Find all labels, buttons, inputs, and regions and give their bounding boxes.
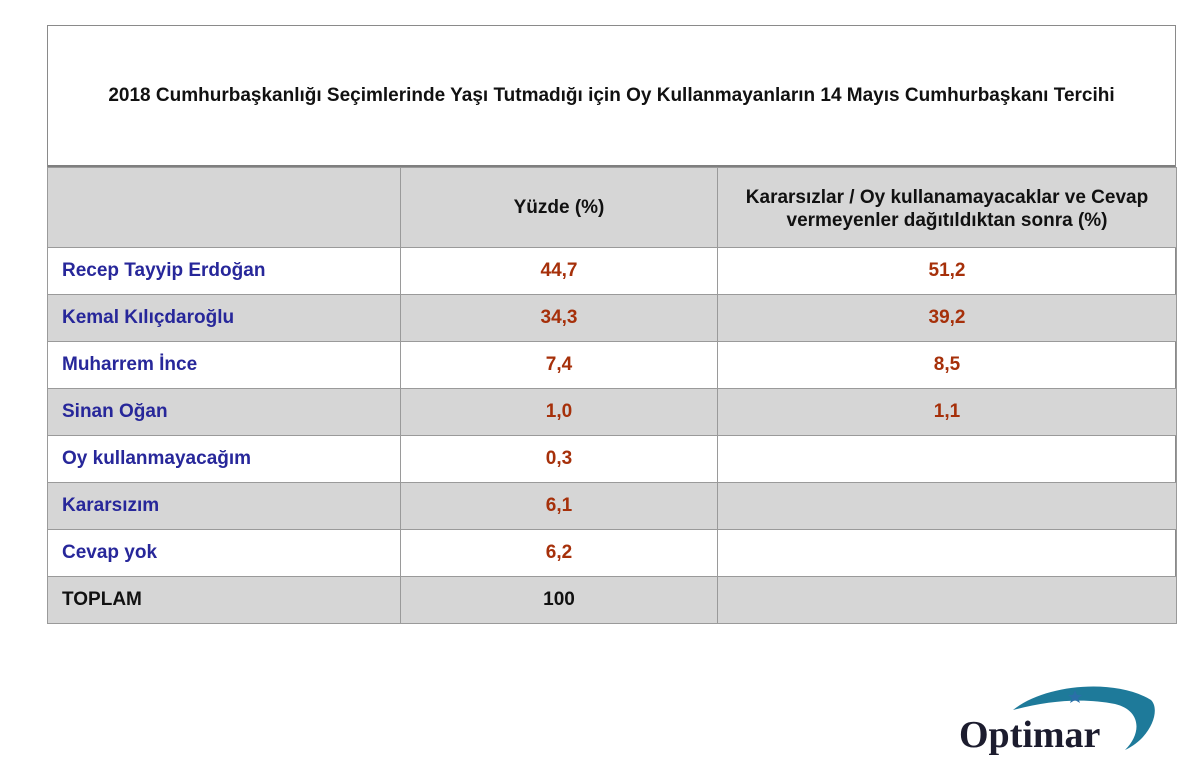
percent-value: 0,3 [401, 436, 718, 483]
header-percent: Yüzde (%) [401, 168, 718, 248]
candidate-name: Cevap yok [48, 530, 401, 577]
table-row [48, 483, 1177, 530]
table-row [48, 342, 1177, 389]
distributed-value [718, 436, 1177, 483]
results-table-frame [47, 25, 1176, 624]
percent-value: 6,1 [401, 483, 718, 530]
table-row [48, 248, 1177, 295]
header-candidate [48, 168, 401, 248]
candidate-name: Muharrem İnce [48, 342, 401, 389]
distributed-value: 1,1 [718, 389, 1177, 436]
distributed-value: 39,2 [718, 295, 1177, 342]
header-distributed-percent: Kararsızlar / Oy kullanamayacaklar ve Cevap vermeyenler dağıtıldıktan sonra (%) [718, 168, 1177, 248]
total-row [48, 577, 1177, 624]
percent-value: 34,3 [401, 295, 718, 342]
distributed-value [718, 483, 1177, 530]
percent-value: 44,7 [401, 248, 718, 295]
table-row [48, 436, 1177, 483]
percent-value: 6,2 [401, 530, 718, 577]
distributed-value: 8,5 [718, 342, 1177, 389]
percent-value: 1,0 [401, 389, 718, 436]
table-header-row [48, 168, 1177, 248]
percent-value: 7,4 [401, 342, 718, 389]
results-table [47, 167, 1177, 624]
candidate-name: Kemal Kılıçdaroğlu [48, 295, 401, 342]
candidate-name: Sinan Oğan [48, 389, 401, 436]
table-row [48, 295, 1177, 342]
table-title: 2018 Cumhurbaşkanlığı Seçimlerinde Yaşı Tutmadığı için Oy Kullanmayanların 14 Mayıs Cumhurbaşkanı Tercihi [48, 26, 1175, 167]
candidate-name: Recep Tayyip Erdoğan [48, 248, 401, 295]
optimar-logo [955, 680, 1160, 765]
distributed-value: 51,2 [718, 248, 1177, 295]
candidate-name: Kararsızım [48, 483, 401, 530]
distributed-value [718, 530, 1177, 577]
candidate-name: Oy kullanmayacağım [48, 436, 401, 483]
total-distributed-value [718, 577, 1177, 624]
logo-text: Optimar [959, 714, 1101, 756]
total-percent-value: 100 [401, 577, 718, 624]
table-row [48, 389, 1177, 436]
table-row [48, 530, 1177, 577]
total-label: TOPLAM [48, 577, 401, 624]
